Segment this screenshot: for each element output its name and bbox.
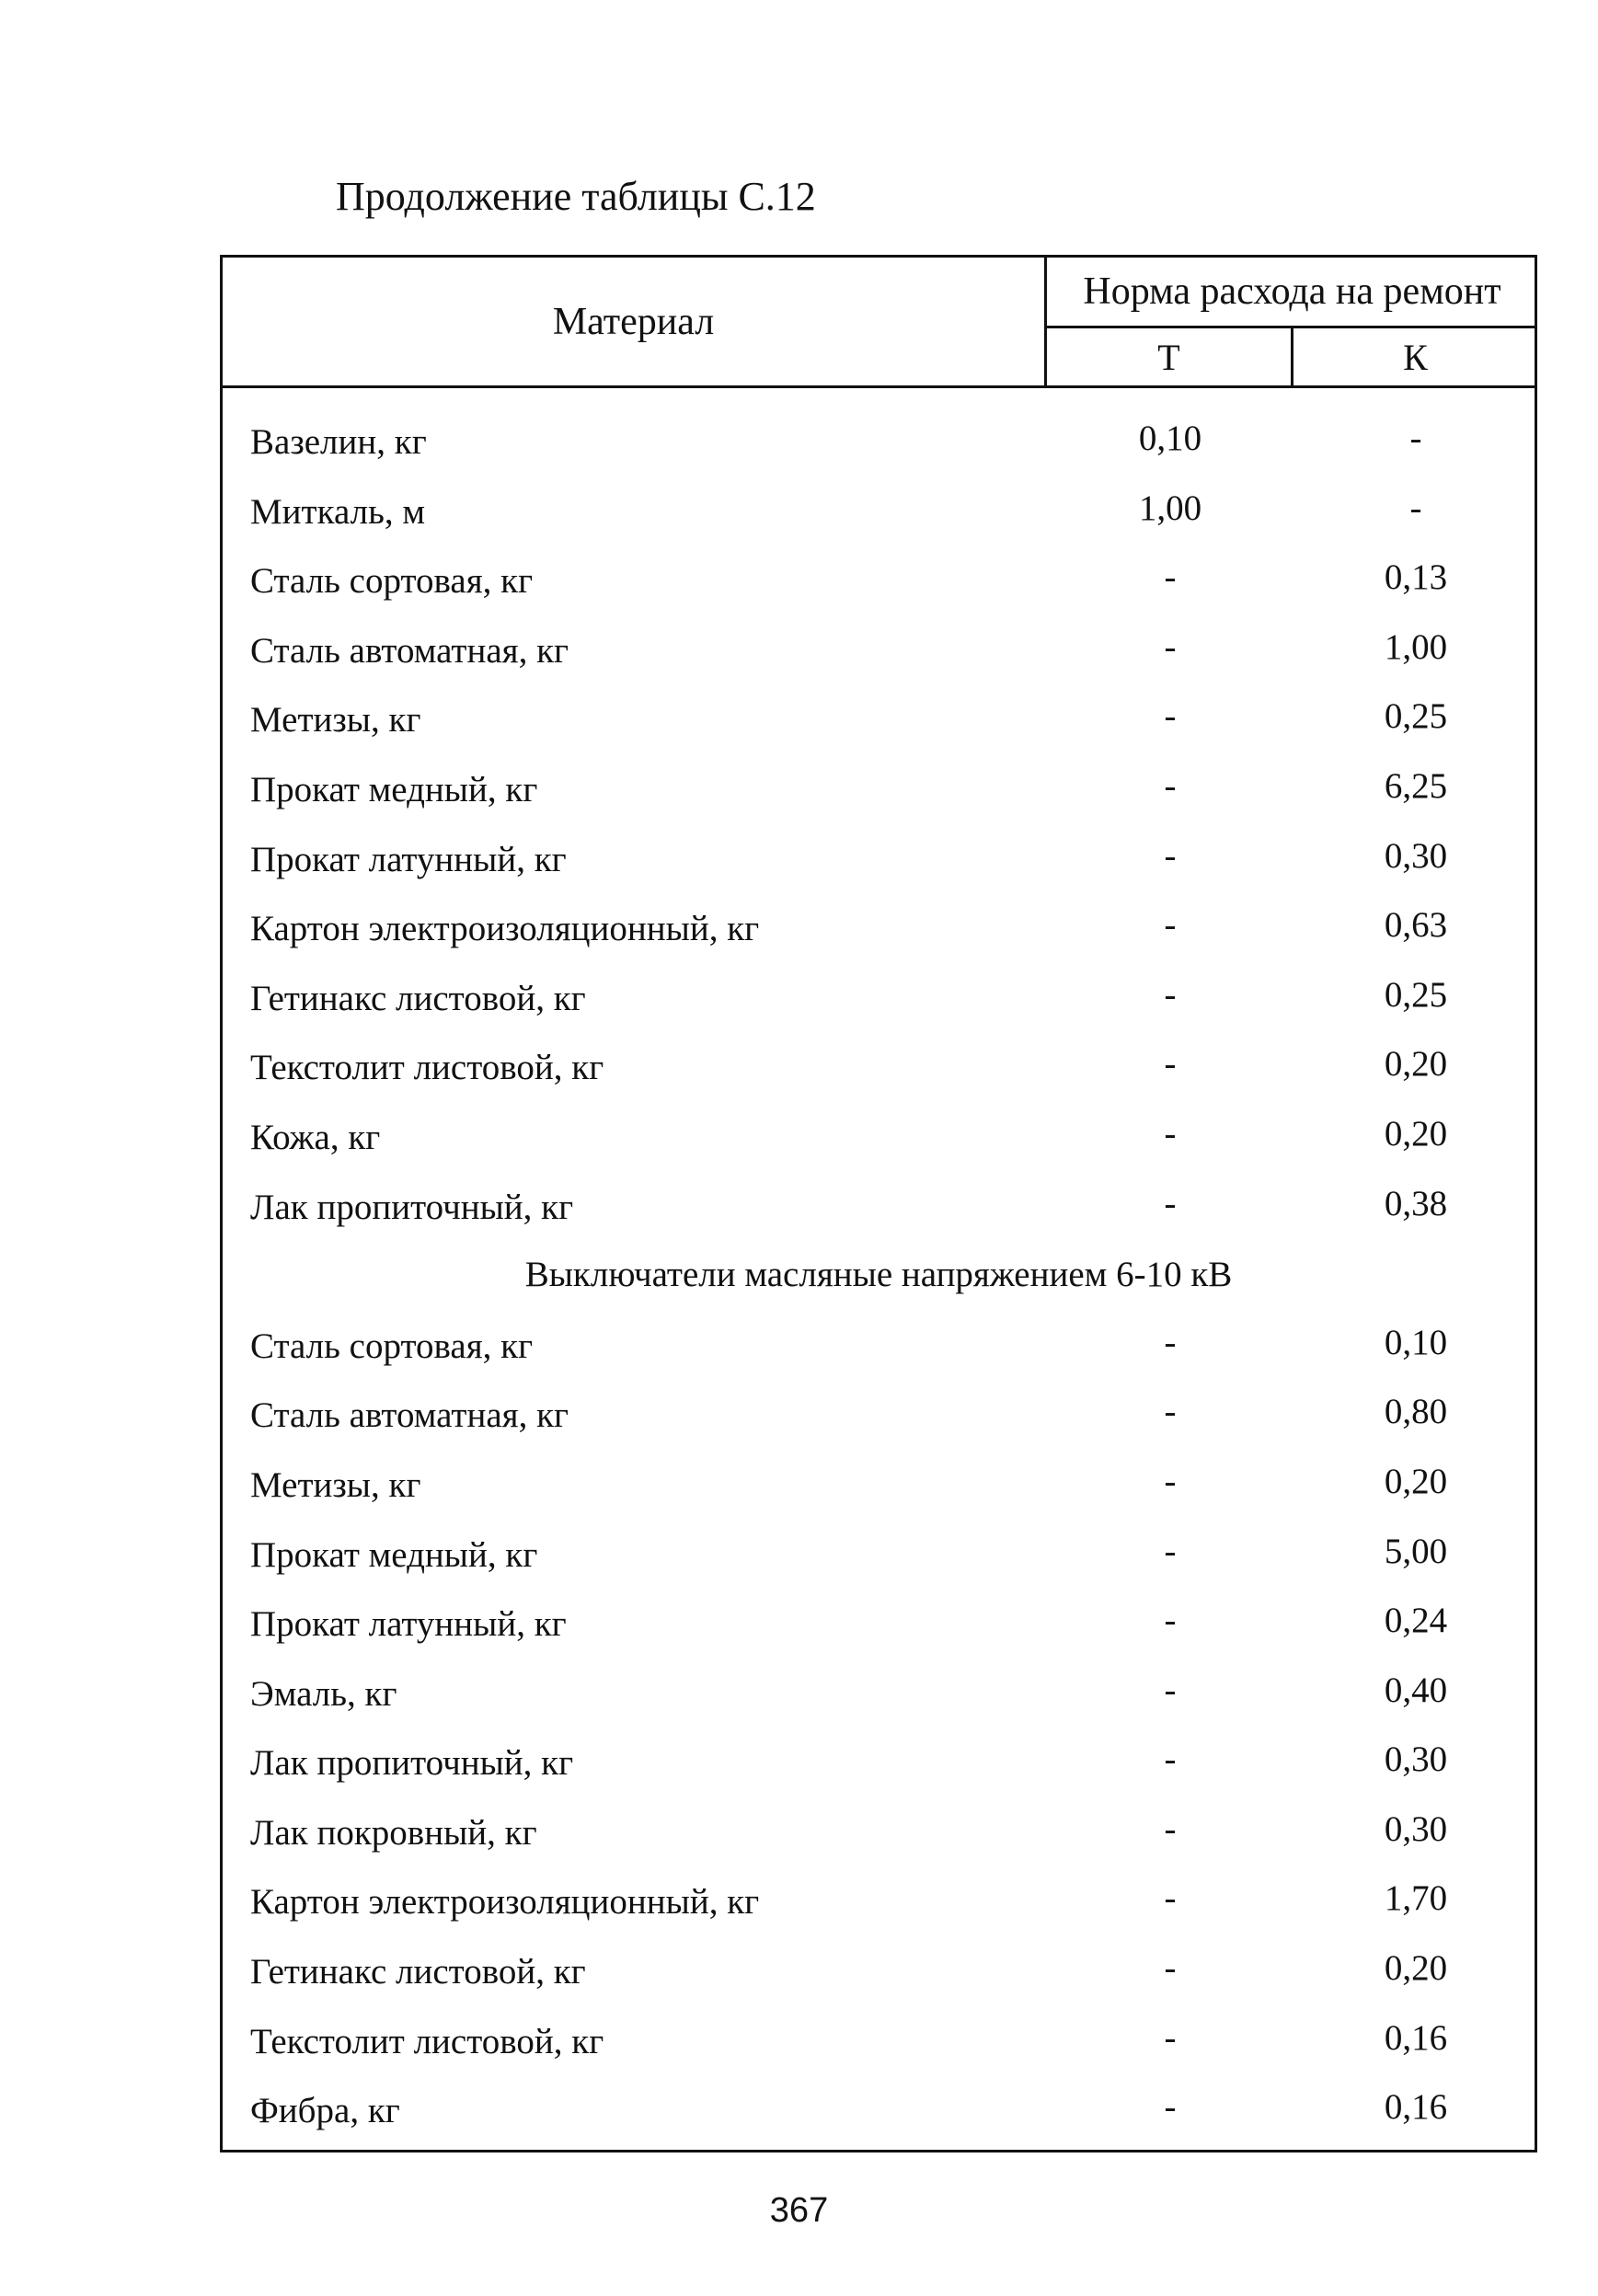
norm-k-value: 0,20 bbox=[1384, 1461, 1448, 1501]
norm-k-value: 0,80 bbox=[1384, 1392, 1448, 1432]
norm-t-value: - bbox=[1164, 1461, 1177, 1501]
norm-k-value: 0,30 bbox=[1384, 1808, 1448, 1849]
table-row bbox=[223, 1457, 1535, 1527]
norm-k-value: 0,30 bbox=[1384, 1739, 1448, 1780]
material-name: Прокат латунный, кг bbox=[250, 839, 567, 879]
material-name: Метизы, кг bbox=[250, 700, 421, 740]
material-name: Текстолит листовой, кг bbox=[250, 1048, 604, 1088]
material-name: Лак пропиточный, кг bbox=[250, 1743, 574, 1784]
table-row bbox=[223, 1527, 1535, 1597]
material-name: Вазелин, кг bbox=[250, 422, 427, 462]
table-row bbox=[223, 1318, 1535, 1388]
norm-t-value: 0,10 bbox=[1138, 419, 1202, 458]
norm-t-value: - bbox=[1164, 1948, 1177, 1989]
table-body bbox=[223, 414, 1535, 2152]
material-name: Метизы, кг bbox=[250, 1464, 421, 1505]
material-name: Лак пропиточный, кг bbox=[250, 1187, 574, 1227]
material-name: Эмаль, кг bbox=[250, 1673, 397, 1714]
norm-t-value: - bbox=[1164, 1808, 1177, 1849]
norm-t-value: - bbox=[1164, 1670, 1177, 1710]
norm-k-value: 0,63 bbox=[1384, 905, 1448, 946]
norm-k-value: - bbox=[1409, 488, 1422, 528]
norm-k-value: 0,20 bbox=[1384, 1948, 1448, 1989]
norm-k-value: 0,13 bbox=[1384, 557, 1448, 598]
norm-t-value: - bbox=[1164, 626, 1177, 667]
norm-t-value: - bbox=[1164, 1739, 1177, 1780]
norm-k-value: 0,38 bbox=[1384, 1183, 1448, 1223]
table-row bbox=[223, 1109, 1535, 1179]
norm-k-value: 0,20 bbox=[1384, 1044, 1448, 1085]
table-row bbox=[223, 832, 1535, 901]
column-header-norm: Норма расхода на ремонт bbox=[1083, 270, 1501, 313]
norm-k-value: 0,24 bbox=[1384, 1601, 1448, 1641]
table-row bbox=[223, 484, 1535, 554]
norm-k-value: - bbox=[1409, 419, 1422, 458]
material-name: Прокат медный, кг bbox=[250, 769, 538, 809]
material-name: Гетинакс листовой, кг bbox=[250, 1952, 586, 1992]
norm-t-value: - bbox=[1164, 696, 1177, 737]
material-name: Текстолит листовой, кг bbox=[250, 2021, 604, 2061]
section-header-row bbox=[223, 1248, 1535, 1318]
norm-t-value: - bbox=[1164, 1878, 1177, 1919]
material-name: Картон электроизоляционный, кг bbox=[250, 909, 760, 949]
norm-t-value: - bbox=[1164, 1322, 1177, 1362]
table-row bbox=[223, 2014, 1535, 2084]
table-row bbox=[223, 414, 1535, 484]
table-row bbox=[223, 970, 1535, 1040]
norm-k-value: 0,40 bbox=[1384, 1670, 1448, 1710]
table-row bbox=[223, 623, 1535, 693]
table-row bbox=[223, 1735, 1535, 1805]
column-header-material: Материал bbox=[552, 300, 715, 343]
norm-k-value: 0,20 bbox=[1384, 1113, 1448, 1154]
norm-t-value: - bbox=[1164, 1392, 1177, 1432]
materials-table bbox=[220, 255, 1537, 2152]
norm-k-value: 6,25 bbox=[1384, 765, 1448, 806]
material-name: Лак покровный, кг bbox=[250, 1812, 537, 1853]
material-name: Прокат медный, кг bbox=[250, 1534, 538, 1575]
material-name: Картон электроизоляционный, кг bbox=[250, 1882, 760, 1923]
norm-k-value: 0,16 bbox=[1384, 2017, 1448, 2058]
table-caption: Продолжение таблицы С.12 bbox=[336, 174, 816, 219]
norm-t-value: - bbox=[1164, 1531, 1177, 1571]
table-row bbox=[223, 1387, 1535, 1457]
material-name: Сталь автоматная, кг bbox=[250, 1395, 569, 1436]
material-name: Сталь автоматная, кг bbox=[250, 630, 569, 671]
material-name: Сталь сортовая, кг bbox=[250, 1326, 534, 1366]
section-title: Выключатели масляные напряжением 6-10 кВ bbox=[524, 1255, 1233, 1295]
table-row bbox=[223, 1666, 1535, 1736]
material-name: Фибра, кг bbox=[250, 2091, 400, 2131]
column-header-t: Т bbox=[1157, 336, 1180, 378]
table-row bbox=[223, 1874, 1535, 1944]
norm-k-value: 0,10 bbox=[1384, 1322, 1448, 1362]
material-name: Сталь сортовая, кг bbox=[250, 561, 534, 602]
material-name: Кожа, кг bbox=[250, 1117, 381, 1157]
norm-t-value: - bbox=[1164, 1601, 1177, 1641]
table-row bbox=[223, 692, 1535, 762]
table-row bbox=[223, 1944, 1535, 2014]
table-row bbox=[223, 1596, 1535, 1666]
table-row bbox=[223, 1039, 1535, 1109]
norm-t-value: - bbox=[1164, 765, 1177, 806]
norm-t-value: 1,00 bbox=[1138, 488, 1202, 528]
norm-k-value: 0,30 bbox=[1384, 835, 1448, 876]
norm-k-value: 1,70 bbox=[1384, 1878, 1448, 1919]
table-row bbox=[223, 762, 1535, 832]
norm-k-value: 1,00 bbox=[1384, 626, 1448, 667]
material-name: Прокат латунный, кг bbox=[250, 1604, 567, 1645]
norm-k-value: 0,16 bbox=[1384, 2087, 1448, 2128]
norm-k-value: 0,25 bbox=[1384, 974, 1448, 1015]
header-bottom-line bbox=[223, 385, 1535, 388]
norm-t-value: - bbox=[1164, 2087, 1177, 2128]
material-name: Гетинакс листовой, кг bbox=[250, 978, 586, 1018]
norm-t-value: - bbox=[1164, 1044, 1177, 1085]
material-name: Миткаль, м bbox=[250, 491, 426, 532]
norm-t-value: - bbox=[1164, 835, 1177, 876]
table-row bbox=[223, 1805, 1535, 1875]
norm-t-value: - bbox=[1164, 557, 1177, 598]
norm-t-value: - bbox=[1164, 2017, 1177, 2058]
page-number: 367 bbox=[769, 2191, 829, 2230]
table-row bbox=[223, 2083, 1535, 2152]
norm-t-value: - bbox=[1164, 974, 1177, 1015]
norm-k-value: 0,25 bbox=[1384, 696, 1448, 737]
table-row bbox=[223, 901, 1535, 970]
table-row bbox=[223, 1179, 1535, 1249]
norm-t-value: - bbox=[1164, 1183, 1177, 1223]
table-row bbox=[223, 553, 1535, 623]
column-header-k: К bbox=[1403, 336, 1428, 378]
norm-t-value: - bbox=[1164, 1113, 1177, 1154]
norm-k-value: 5,00 bbox=[1384, 1531, 1448, 1571]
norm-t-value: - bbox=[1164, 905, 1177, 946]
